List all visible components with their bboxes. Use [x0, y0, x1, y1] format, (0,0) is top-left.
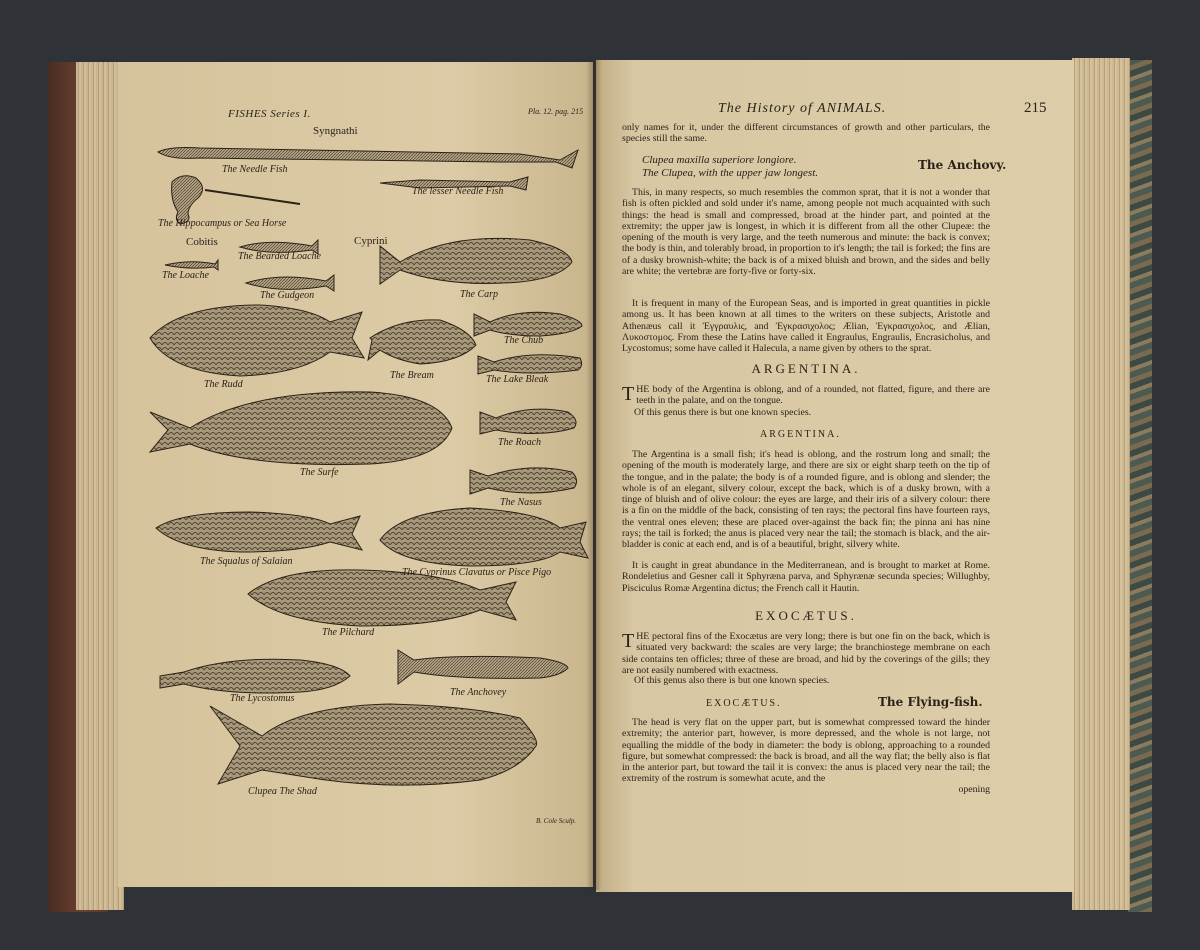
- squalus: [156, 512, 362, 552]
- carp: [380, 238, 572, 284]
- caption-anchovey: The Anchovey: [450, 687, 507, 698]
- argentina-paragraph-1: The Argentina is a small fish; it's head is oblong, and the rostrum long and small; the opening of the mouth is moderately large, and there are six or eight sharp teeth on the tip of the tongue, and in the palate; the body is of a rounded figure, and is oblong and slender; the whole is of an elegant, silvery colour, except the back, which is of a dusky brown, with a tinge of bluish and of olive colour: the eyes are large, and their iris of a silvery colour: there is a fin on the middle of the back, consisting of ten rays; the pectoral fins have fourteen rays, the ventral ones eleven; these are placed over-against the back fin; the pinna ani has nine rays; the tail is forked; the anus is placed very near the tail; the stomach is black, and the air-bladder is conic at each end, and is of a beautiful, bright, silvery white.: [622, 449, 990, 551]
- anchovy-latin-name: Clupea maxilla superiore longiore.: [642, 154, 797, 166]
- engraver-signature: B. Cole Sculp.: [536, 817, 577, 825]
- exocaetus-subheading: EXOCÆTUS.: [706, 698, 782, 709]
- caption-bearded-loache: The Bearded Loache: [238, 251, 321, 262]
- gudgeon: [246, 275, 334, 291]
- cyprinus-clavatus: [380, 508, 588, 566]
- anchovey: [398, 650, 568, 684]
- exocaetus-genus-note: Of this genus also there is but one known species.: [634, 675, 830, 686]
- argentina-genus-text: HE body of the Argentina is oblong, and of a rounded, not flatted, figure, and there are teeth in the palate, and on the tongue.: [636, 384, 990, 407]
- caption-shad: Clupea The Shad: [248, 786, 317, 797]
- argentina-subheading: ARGENTINA.: [760, 429, 841, 440]
- argentina-genus-note: Of this genus there is but one known species.: [634, 407, 812, 418]
- caption-hippocampus: The Hippocampus or Sea Horse: [158, 218, 287, 229]
- argentina-dropcap: T: [622, 383, 635, 405]
- exocaetus-paragraph-1: The head is very flat on the upper part, but is somewhat compressed toward the hinder extremity; the anterior part, however, is more depressed, and the whole is not large, not equalling the middle of the body in diameter: the body is oblong, approaching to a rounded figure, but somewhat compressed: the back is broad, and all the way flat; the belly also is flat in the anterior part, but toward the tail it is convex: the anus is placed very near the tail; the extremity of the rostrum is somewhat acute, and the: [622, 717, 990, 785]
- caption-surfe: The Surfe: [300, 467, 339, 478]
- group-label-cyprini: Cyprini: [354, 235, 388, 247]
- lake-bleak: [478, 355, 582, 374]
- caption-pilchard: The Pilchard: [322, 627, 375, 638]
- plate-reference: Pla. 12. pag. 215: [528, 107, 584, 116]
- caption-bream: The Bream: [390, 370, 434, 381]
- anchovy-paragraph-1: This, in many respects, so much resembles the common sprat, that it is not a wonder that fish is often pickled and sold under it's name, among people not much acquainted with such things: the head is small and compressed, broad at the hinder part, and pointed at the extremity; the upper jaw is longest, in which it is different from all the other Clupeæ: the opening of the mouth is very large, and the teeth numerous and minute: the back is convex; the body is thin, and tolerably broad, in proportion to it's length; the tail is forked; the fins are of a dusky brownish-white; the back is of a mixed bluish and brown, and the sides and belly are white; the vertebræ are forty-five or forty-six.: [622, 187, 990, 278]
- catchword: opening: [958, 784, 990, 795]
- bream: [368, 320, 476, 364]
- anchovy-common-description: The Clupea, with the upper jaw longest.: [642, 167, 818, 179]
- hippocampus: [172, 176, 203, 224]
- loache: [165, 260, 218, 270]
- argentina-paragraph-2: It is caught in great abundance in the Mediterranean, and is brought to market at Rome. Rondeletius and Gesner call it Sphyræna parva, and Sphyrænæ secunda species; Willughby, Pisciculus Romæ Argentina dictus; the French call it Hautin.: [622, 560, 990, 594]
- needle-fish: [158, 148, 578, 169]
- continuation-text: only names for it, under the different circumstances of growth and other particulars, the species still the same.: [622, 122, 990, 145]
- caption-needle-fish: The Needle Fish: [222, 164, 288, 175]
- caption-cyprinus-clavatus: The Cyprinus Clavatus or Pisce Pigo: [402, 567, 552, 578]
- caption-gudgeon: The Gudgeon: [260, 290, 315, 301]
- anchovy-blackletter-title: The Anchovy.: [918, 158, 1007, 172]
- caption-lake-bleak: The Lake Bleak: [486, 374, 549, 385]
- page-number: 215: [1024, 100, 1047, 116]
- surfe: [150, 392, 452, 465]
- caption-roach: The Roach: [498, 437, 542, 448]
- caption-lycostomus: The Lycostomus: [230, 693, 295, 704]
- nasus: [470, 468, 577, 494]
- roach: [480, 409, 576, 434]
- anchovy-paragraph-2: It is frequent in many of the European Seas, and is imported in great quantities in pickle among us. It has been known at all times to the writers on these subjects, Aristotle and Athenæus call it Ἐγγραυλις, and Ἐγκρασιχολος; Ælian, Ἐγκρασιχολος, and Ælian, Λυκοστομος. From these the Latins have called it Engraulus, Engraulis, Encrasicholus, and Lycostomus; some have called it Halecula, a name given by others to the sprat.: [622, 298, 990, 355]
- rudd: [150, 305, 364, 376]
- running-head: The History of ANIMALS.: [718, 101, 887, 116]
- exocaetus-dropcap: T: [622, 630, 635, 652]
- exocaetus-genus-text: HE pectoral fins of the Exocætus are very long; there is but one fin on the back, which is situated very backward: the scales are very large; the branchiostege membrane on each side contains ten officles; three of these are broad, and hid by the coverings of the gills; they are not easily numbered with exactness.: [622, 631, 990, 676]
- group-label-syngnathi: Syngnathi: [313, 125, 358, 137]
- pilchard: [248, 570, 516, 626]
- caption-lesser-needle-fish: The lesser Needle Fish: [412, 186, 504, 197]
- caption-rudd: The Rudd: [204, 379, 243, 390]
- lycostomus: [160, 659, 350, 693]
- chub: [474, 312, 582, 336]
- plate-header: FISHES Series I.: [228, 108, 311, 120]
- caption-squalus: The Squalus of Salaian: [200, 556, 293, 567]
- caption-nasus: The Nasus: [500, 497, 542, 508]
- flying-fish-blackletter-title: The Flying-fish.: [878, 695, 983, 709]
- exocaetus-genus-description: [622, 631, 990, 676]
- exocaetus-heading: EXOCÆTUS.: [755, 608, 857, 623]
- argentina-heading: ARGENTINA.: [751, 361, 861, 376]
- caption-loache: The Loache: [162, 270, 209, 281]
- argentina-genus-description: [622, 384, 990, 407]
- shad: [210, 704, 537, 785]
- caption-chub: The Chub: [504, 335, 544, 346]
- group-label-cobitis: Cobitis: [186, 236, 218, 248]
- caption-carp: The Carp: [460, 289, 499, 300]
